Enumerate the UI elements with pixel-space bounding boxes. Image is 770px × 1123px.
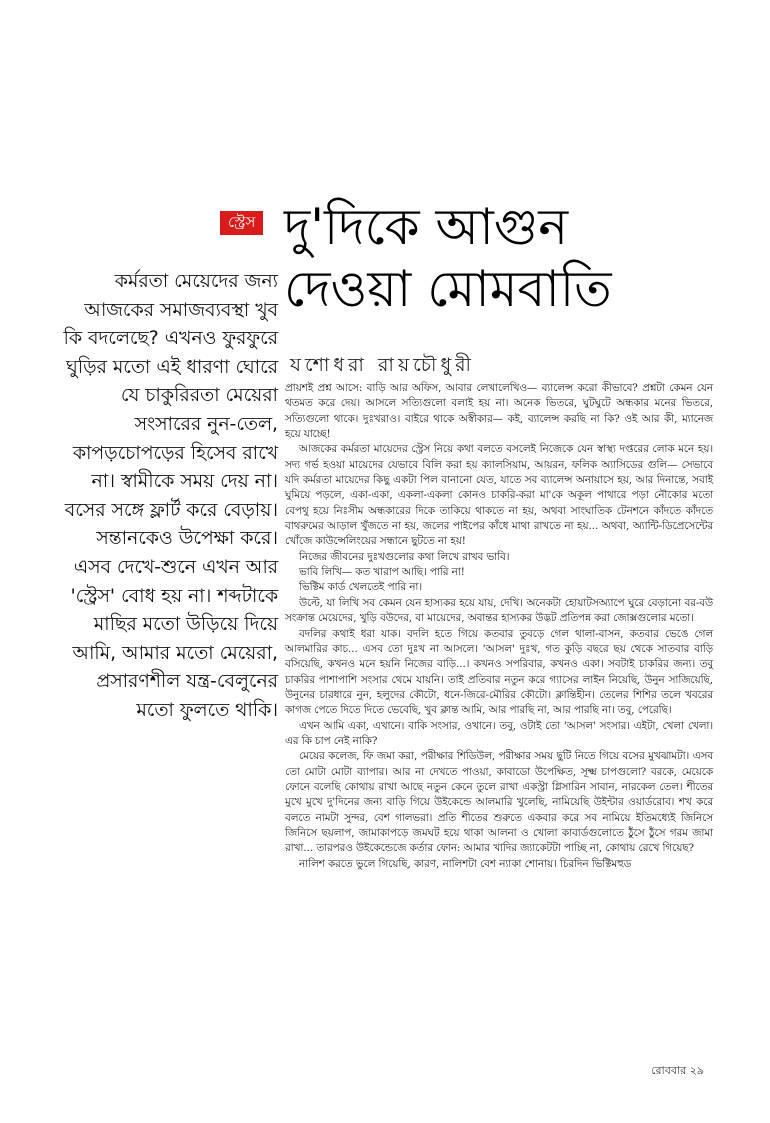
paragraph: উল্টে, যা লিখি সব কেমন যেন হাস্যকর হয়ে যায়, দেখি। অনেকটা হোয়াটসঅ্যাপে ঘুরে বেড়ানো বর-বউ সংক্রান্ত মেয়েদের, খুড়ি বউদের, বা মায়েদের, অবান্তর হাস্যকর উদ্ভট প্রতিপন্ন করা জোক্সগুলোর মতো।	[285, 596, 713, 625]
title-line-2: দেওয়া মোমবাতি	[284, 260, 612, 318]
paragraph: নালিশ করতে ভুলে গিয়েছি, কারণ, নালিশটা বেশ ন্যাকা শোনায়। চিরদিন ভিক্টিমহুড	[299, 857, 632, 870]
paragraph: ভিক্টিম কার্ড খেলতেই পারি না।	[299, 581, 423, 594]
paragraph: ভাবি লিখি— কত খারাপ আছি। পারি না!	[299, 566, 465, 579]
pull-quote: কর্মরতা মেয়েদের জন্য আজকের সমাজব্যবস্থা খুব কি বদলেছে? এখনও ফুরফুরে ঘুড়ির মতো এই ধারণা ঘোরে যে চাকুরিরতা মেয়েরা সংসারের নুন-তেল, কাপড়চোপড়ের হিসেব রাখে না। স্বামীকে সময় দেয় না। বসের সঙ্গে ফ্লার্ট করে বেড়ায়। সন্তানকেও উপেক্ষা করে। এসব দেখে-শুনে এখন আর 'স্ট্রেস' বোধ হয় না। শব্দটাকে মাছির মতো উড়িয়ে দিয়ে আমি, আমার মতো মেয়েরা, প্রসারণশীল যন্ত্র-বেলুনের মতো ফুলতে থাকি।	[63, 271, 278, 721]
paragraph: নিজের জীবনের দুঃখগুলোর কথা লিখে রাখব ভাবি।	[299, 550, 510, 563]
paragraph: মেয়ের কলেজ, ফি জমা করা, পরীক্ষার শিডিউল, পরীক্ষার সময় ছুটি নিতে গিয়ে বসের মুখঝামটা। এসব তো মোটা মোটা ব্যাপার। আর না দেখতে পাওয়া, কাবাডো উপেক্ষিত, সূক্ষ্ম চাপগুলো? বরকে, মেয়েকে ফোনে বলেছি কোথায় রাখা আছে নতুন কেনে তুলে রাখা একস্ট্রা গ্লিসারিন সাবান, নারকেল তেল। শীতের মুখে মুখে দু'দিনের জন্য বাড়ি গিয়ে উইকেন্ডে আলমারি খুলেছি, নামিয়েছি উইন্টার ওয়ার্ডরোব। শখ করে বলতে নামটা সুন্দর, বেশ গালভরা। প্রতি শীতের শুরুতে একবার করে সব নামিয়ে ইতিমধ্যেই জিনিসে জিনিসে ছয়লাপ, জামাকাপড়ে জমঘট হয়ে থাকা আলনা ও খোলা কাবার্ডগুলোতে ঠুঁসে ঠুঁসে গরম জামা রাখা... তারপরও উইকেন্ডেজে কর্তার ফোন: আমার খাদির জ্যাকেটটা পাচ্ছি না, কোথায় রেখে গিয়েছ?	[285, 750, 713, 855]
section-tag: স্ট্রেস	[220, 211, 263, 235]
paragraph: বদলির কথাই ধরা যাক। বদলি হতে গিয়ে কতবার তুবড়ে গেল থালা-বাসন, কতবার ভেঙে গেল আলমারির কাচ... এসব তো দুঃখ না আসলে। 'আসল' দুঃখ, গত কুড়ি বছরে ছয় থেকে সাতবার বাড়ি বসিয়েছি, কখনও মনে হয়নি নিজের বাড়ি...। কখনও সপরিবার, কখনও একা। সবটাই চাকরির জন্য। তবু চাকরির পাশাপাশি সংসার থেমে যায়নি। তাই প্রতিবার নতুন করে গ্যাসের লাইন নিয়েছি, উনুন সাজিয়েছি, উনুনের চারধারে নুন, হলুদের কৌটো, ধনে-জিরে-মৌরির কৌটো। ক্লান্তিহীন। তেলের শিশির তলে খবরের কাগজ পেতে দিতে দিতে ভেবেছি, খুব ক্লান্ত আমি, আর পারছি না, আর পারছি না। তবু, পেরেছি।	[285, 627, 713, 717]
article-body	[285, 381, 713, 872]
paragraph: প্রায়শই প্রশ্ন আসে: বাড়ি আর অফিস, আবার লেখালেখিও— ব্যালেন্স করো কীভাবে? প্রশ্নটা কেমন যেন থতমত করে দেয়। আসলে সত্যিগুলো বলাই হয় না। অনেক ভিতরে, ঘুটঘুটে অন্ধকার মনের ভিতরে, সত্যিগুলো থাকে। দুঃখরাও। বাইরে থাকে অস্বীকার— কই, ব্যালেন্স করছি না কি? ওই আর কী, ম্যানেজ হয়ে যাচ্ছে!	[285, 382, 713, 441]
byline: যশোধরা রায়চৌধুরী	[290, 354, 475, 376]
article-title	[284, 196, 704, 320]
paragraph: এখন আমি একা, এখানে। বাকি সংসার, ওখানে। তবু, ওটাই তো 'আসল' সংসার। এইটা, খেলা খেলা। এর কি চাপ নেই নাকি?	[285, 719, 713, 747]
paragraph: আজকের কর্মরতা মায়েদের স্ট্রেস নিয়ে কথা বলতে বসলেই নিজেকে যেন স্বাস্থ্য দপ্তরের লোক মনে হয়। সদ্য গর্ভ হওয়া মায়েদের যেভাবে বিলি করা হয় ক্যালসিয়াম, আয়রন, ফলিক অ্যাসিডের গুলি— সেভাবে যদি কর্মরতা মায়েদের কিছু একটা পিল বানানো যেত, যাতে সব ব্যালেন্স অনায়াসে হয়, আর দিনান্তে, সবাই ঘুমিয়ে পড়লে, একা-একা, একলা-একলা কোনও চাকরি-করা মা'কে অকূল পাথারে পড়া নৌকোর মতো বেপথু হয়ে নিঃসীম অন্ধকারের দিকে তাকিয়ে থাকতে না হয়, অথবা সাংঘাতিক টেনশনে কাঁদতে কাঁদতে বাথরুমের আড়াল খুঁজতে না হয়, জলের পাইপের কাঁধে মাথা রাখতে না হয়... অথবা, অ্যান্টি-ডিপ্রেসেন্টের খোঁজে কাউন্সেলিংয়ের সন্ধানে ছুটতে না হয়!	[285, 443, 713, 548]
page-folio: রোববার ২৯	[651, 1064, 704, 1077]
title-line-1: দু'দিকে আগুন	[284, 198, 569, 256]
